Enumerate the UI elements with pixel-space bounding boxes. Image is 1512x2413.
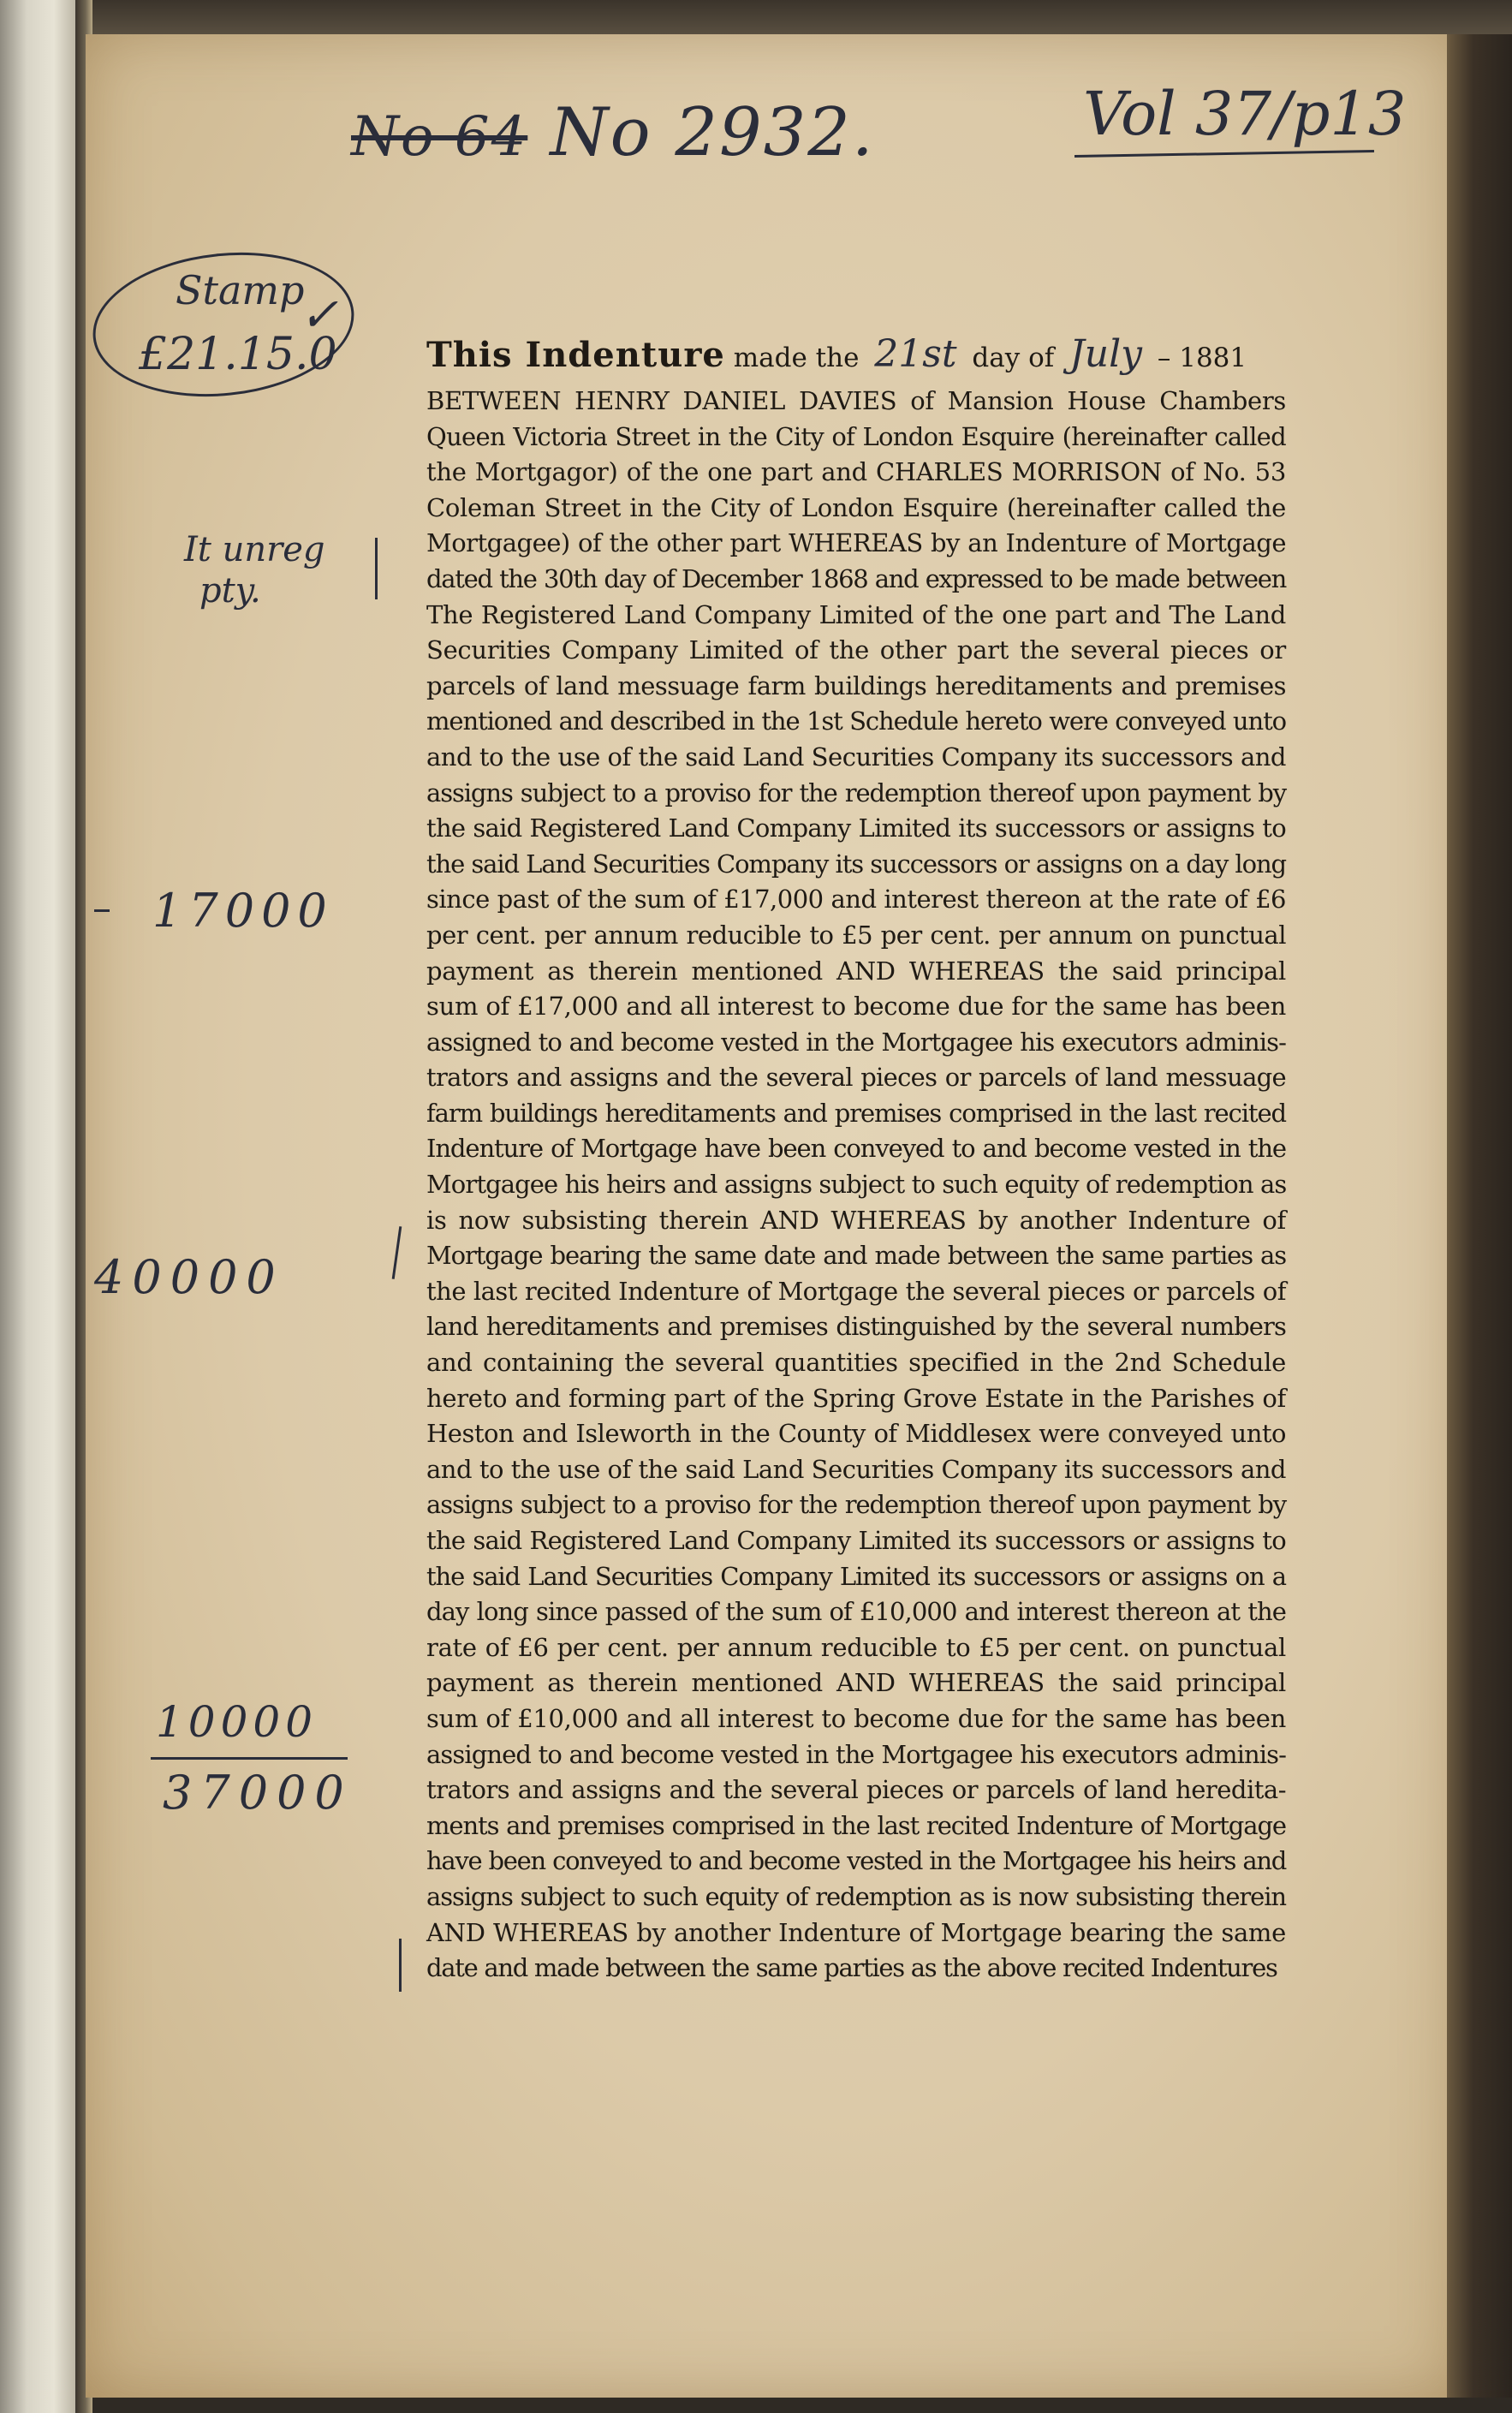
deed-text-line: payment as therein mentioned AND WHEREAS the said principal	[426, 956, 1286, 986]
deed-text-line: Mortgage bearing the same date and made between the same parties as	[426, 1241, 1286, 1271]
deed-body	[426, 384, 1286, 1987]
deed-text-line: the Mortgagor) of the one part and CHARLES MORRISON of No. 53	[426, 457, 1286, 487]
deed-text-line: ments and premises comprised in the last recited Indenture of Mortgage	[426, 1810, 1286, 1840]
deed-text-line: sum of £17,000 and all interest to become due for the same has been	[426, 992, 1286, 1022]
deed-text-line: is now subsisting therein AND WHEREAS by another Indenture of	[426, 1205, 1286, 1235]
check-mark-icon: ✓	[300, 288, 339, 342]
deed-text-line: trators and assigns and the several pieces or parcels of land messuage	[426, 1063, 1286, 1093]
deed-text-line: Coleman Street in the City of London Esquire (hereinafter called the	[426, 492, 1286, 522]
dash-text: –	[1157, 343, 1171, 373]
day-of-text: day of	[972, 343, 1055, 373]
deed-text-line: sum of £10,000 and all interest to become due for the same has been	[426, 1703, 1286, 1733]
deed-text-line: the said Registered Land Company Limited its successors or assigns to	[426, 1526, 1286, 1555]
deed-text-line: payment as therein mentioned AND WHEREAS the said principal	[426, 1668, 1286, 1698]
deed-heading: This Indenture	[426, 335, 725, 375]
deed-text-line: day long since passed of the sum of £10,000 and interest thereon at the	[426, 1597, 1286, 1627]
book-cover-top	[86, 0, 1512, 38]
margin-amount-10000: 10000	[156, 1697, 318, 1747]
deed-text-line: assigns subject to a proviso for the redemption thereof upon payment by	[426, 1490, 1286, 1520]
stamp-label: Stamp	[176, 267, 305, 313]
deed-text-line: have been conveyed to and become vested in the Mortgagee his heirs and	[426, 1846, 1286, 1876]
deed-text-line: Queen Victoria Street in the City of London Esquire (hereinafter called	[426, 421, 1286, 451]
book-cover-right-edge	[1447, 34, 1512, 2398]
sum-rule	[151, 1757, 348, 1760]
struck-reference: No 64	[351, 105, 528, 169]
unregistered-note	[184, 529, 325, 611]
deed-text-line: mentioned and described in the 1st Schedule hereto were conveyed unto	[426, 706, 1286, 736]
margin-stroke	[399, 1939, 402, 1992]
deed-text-line: assigns subject to a proviso for the redemption thereof upon payment by	[426, 778, 1286, 807]
deed-text-line: the last recited Indenture of Mortgage the several pieces or parcels of	[426, 1276, 1286, 1306]
left-facing-page-edge	[0, 0, 77, 2413]
deed-text-line: and containing the several quantities specified in the 2nd Schedule	[426, 1348, 1286, 1378]
volume-reference: Vol 37/p13	[1083, 79, 1407, 149]
deed-text-line: AND WHEREAS by another Indenture of Mortgage bearing the same	[426, 1917, 1286, 1947]
margin-amount-40000: 40000	[94, 1250, 284, 1304]
filled-day: 21st	[874, 332, 957, 376]
reference-number	[351, 94, 875, 171]
unregistered-note-line: It unreg	[184, 530, 325, 569]
deed-text-line: per cent. per annum reducible to £5 per cent. per annum on punctual	[426, 920, 1286, 950]
deed-text-line: and to the use of the said Land Securities Company its successors and	[426, 1454, 1286, 1484]
deed-text-line: Mortgagee his heirs and assigns subject to such equity of redemption as	[426, 1170, 1287, 1200]
deed-year: 1881	[1179, 343, 1247, 373]
margin-tick	[94, 909, 110, 912]
margin-stroke	[375, 538, 378, 599]
deed-text-line: assigns subject to such equity of redemption as is now subsisting therein	[426, 1881, 1286, 1911]
deed-text-line: assigned to and become vested in the Mortgagee his executors adminis-	[426, 1027, 1286, 1057]
margin-amount-17000: 17000	[152, 884, 334, 938]
deed-text-line: date and made between the same parties as the above recited Indentures	[426, 1953, 1277, 1983]
deed-text-line: parcels of land messuage farm buildings hereditaments and premises	[426, 670, 1286, 700]
made-the-text: made the	[733, 343, 860, 373]
deed-text-line: the said Registered Land Company Limited its successors or assigns to	[426, 813, 1286, 843]
deed-text-line: farm buildings hereditaments and premises comprised in the last recited	[426, 1098, 1286, 1128]
deed-text-line: land hereditaments and premises distinguished by the several numbers	[426, 1312, 1286, 1342]
filled-month: July	[1069, 332, 1143, 376]
deed-text-line: hereto and forming part of the Spring Grove Estate in the Parishes of	[426, 1383, 1286, 1413]
unregistered-note-line: pty.	[199, 571, 261, 611]
stamp-amount: £21.15.0	[139, 329, 337, 380]
deed-text-line: rate of £6 per cent. per annum reducible to £5 per cent. on punctual	[426, 1632, 1286, 1662]
deed-text-line: The Registered Land Company Limited of the one part and The Land	[426, 599, 1286, 629]
deed-text-line: dated the 30th day of December 1868 and expressed to be made between	[426, 563, 1286, 593]
deed-text-line: and to the use of the said Land Securities Company its successors and	[426, 742, 1286, 772]
deed-text-line: BETWEEN HENRY DANIEL DAVIES of Mansion House Chambers	[426, 386, 1286, 415]
deed-text-line: Mortgagee) of the other part WHEREAS by an Indenture of Mortgage	[426, 528, 1286, 558]
deed-text-line: since past of the sum of £17,000 and interest thereon at the rate of £6	[426, 885, 1286, 915]
margin-total: 37000	[163, 1766, 353, 1820]
deed-opening-line	[426, 332, 1286, 387]
deed-text-line: Indenture of Mortgage have been conveyed to and become vested in the	[426, 1134, 1286, 1164]
deed-text-line: trators and assigns and the several pieces or parcels of land heredita-	[426, 1775, 1286, 1805]
deed-text-line: the said Land Securities Company its successors or assigns on a day long	[426, 849, 1286, 879]
deed-text-line: Securities Company Limited of the other part the several pieces or	[426, 635, 1286, 665]
reference-number-text: No 2932.	[550, 94, 875, 171]
deed-text-line: the said Land Securities Company Limited its successors or assigns on a	[426, 1561, 1286, 1591]
deed-text-line: Heston and Isleworth in the County of Middlesex were conveyed unto	[426, 1419, 1286, 1449]
deed-text-line: assigned to and become vested in the Mortgagee his executors adminis-	[426, 1739, 1286, 1769]
